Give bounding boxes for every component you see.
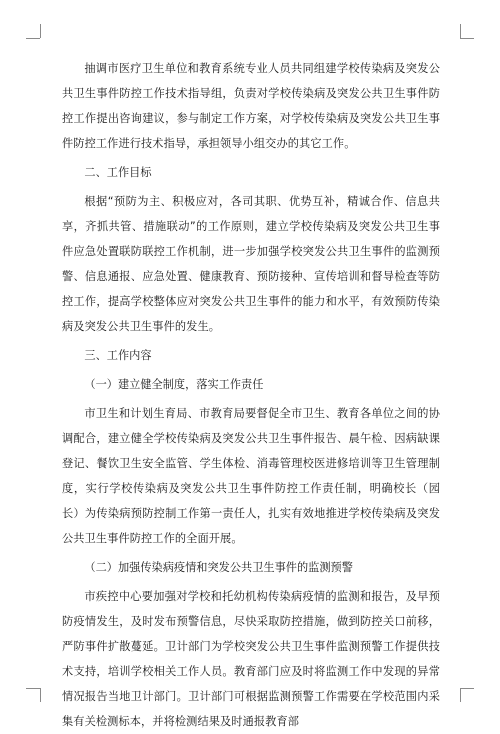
paragraph-technical-guidance: 抽调市医疗卫生单位和教育系统专业人员共同组建学校传染病及突发公共卫生事件防控工作技术指导组，负责对学校传染病及突发公共卫生事件防控工作提出咨询建议，参与制定工作方案，对学校传染病及突发公共卫生事件防控工作进行技术指导，承担领导小组交办的其它工作。 <box>62 62 440 150</box>
crop-mark-top-right-v <box>460 24 461 38</box>
section-heading-work-goals: 二、工作目标 <box>84 166 152 179</box>
crop-mark-top-left-v <box>40 24 41 38</box>
document-body <box>62 56 440 734</box>
crop-mark-top-right-h <box>460 38 474 39</box>
paragraph-monitoring-warning: 市疾控中心要加强对学校和托幼机构传染病疫情的监测和报告，及早预防疫情发生，及时发布预警信息，尽快采取防控措施，做到防控关口前移，严防事件扩散蔓延。卫计部门为学校突发公共卫生事件监测预警工作提供技术支持，培训学校相关工作人员。教育部门应及时将监测工作中发现的异常情况报告当地卫计部门。卫计部门可根据监测预警工作需要在学校范围内采集有关检测标本，并将检测结果及时通报教育部 <box>62 590 440 728</box>
paragraph-system-responsibility: 市卫生和计划生育局、市教育局要督促全市卫生、教育各单位之间的协调配合，建立健全学校传染病及突发公共卫生事件报告、晨午检、因病缺课登记、餐饮卫生安全监管、学生体检、消毒管理校医进修培训等卫生管理制度，实行学校传染病及突发公共卫生事件防控工作责任制，明确校长（园长）为传染病预防控制工作第一责任人，扎实有效地推进学校传染病及突发公共卫生事件防控工作的全面开展。 <box>62 407 440 545</box>
crop-mark-bottom-left-v <box>40 688 41 702</box>
subsection-heading-monitoring-warning: （二）加强传染病疫情和突发公共卫生事件的监测预警 <box>84 561 353 574</box>
crop-mark-top-left-h <box>26 38 40 39</box>
crop-mark-bottom-right-v <box>460 688 461 702</box>
paragraph-work-goals: 根据“预防为主、积极应对，各司其职、优势互补，精诚合作、信息共享，齐抓共管、措施联动”的工作原则，建立学校传染病及突发公共卫生事件应急处置联防联控工作机制，进一步加强学校突发公共卫生事件的监测预警、信息通报、应急处置、健康教育、预防接种、宣传培训和督导检查等防控工作，提高学校整体应对突发公共卫生事件的能力和水平，有效预防传染病及突发公共卫生事件的发生。 <box>62 195 440 333</box>
crop-mark-bottom-right-h <box>460 688 474 689</box>
section-heading-work-content: 三、工作内容 <box>84 349 152 362</box>
crop-mark-bottom-left-h <box>26 688 40 689</box>
subsection-heading-system-responsibility: （一）建立健全制度，落实工作责任 <box>84 378 264 391</box>
